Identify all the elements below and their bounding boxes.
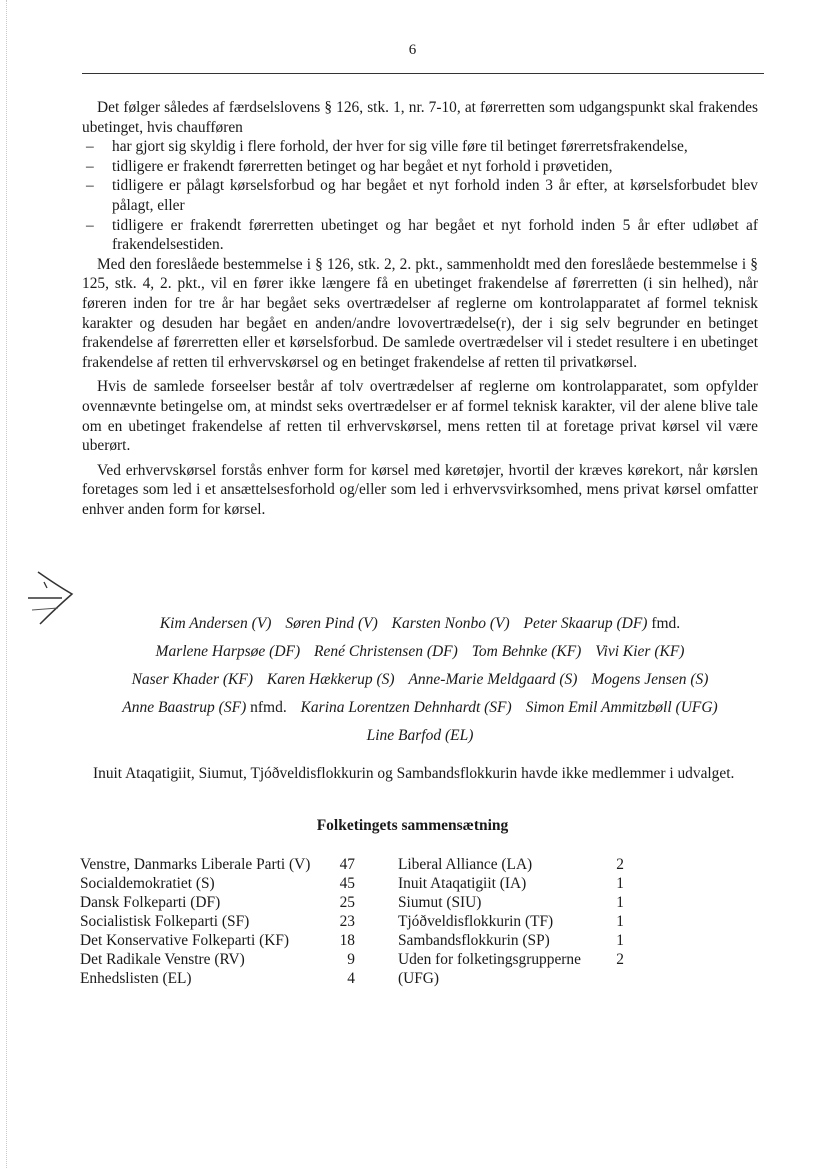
party-name: Enhedslisten (EL) [80, 970, 192, 987]
party-seats: 45 [339, 875, 355, 892]
party-seats: 1 [616, 932, 624, 949]
party-row [398, 874, 624, 893]
party-row [398, 893, 624, 912]
party-name: Uden for folketingsgrupperne [398, 951, 581, 968]
party-seats [604, 969, 624, 988]
party-name: Inuit Ataqatigiit (IA) [398, 875, 527, 892]
party-seats: 1 [616, 894, 624, 911]
header-rule [82, 73, 764, 74]
list-item [82, 157, 758, 177]
signature: Karen Hækkerup (S) [266, 671, 395, 688]
party-name: Dansk Folkeparti (DF) [80, 894, 221, 911]
party-row [80, 931, 355, 950]
signature-vice-chair [122, 699, 286, 716]
party-seats: 4 [347, 970, 355, 987]
list-item-text: tidligere er frakendt førerretten betinget og har begået et nyt forhold i prøvetiden, [112, 157, 613, 175]
party-seats: 23 [339, 913, 355, 930]
party-seats: 18 [339, 932, 355, 949]
list-item [82, 137, 758, 157]
party-name: Socialdemokratiet (S) [80, 875, 215, 892]
list-item-text: har gjort sig skyldig i flere forhold, der hver for sig ville føre til betinget førerretsfrakendelse, [112, 138, 688, 156]
page-number: 6 [408, 42, 417, 58]
party-name: Det Radikale Venstre (RV) [80, 951, 245, 968]
party-row [80, 912, 355, 931]
signature: Mogens Jensen (S) [591, 671, 709, 688]
dash-bullet: – [86, 216, 94, 234]
dash-bullet: – [86, 138, 94, 156]
paragraph-3: Hvis de samlede forseelser består af tolv overtrædelser af reglerne om kontrolapparatet, som opfylder ovennævnte betingelse om, at mindst seks overtrædelser er af formel teknisk karakter, vil der alene blive tale om en ubetinget frakendelse af retten til erhvervskørsel, mens retten til at foretage privat kørsel vil være uberørt. [82, 378, 758, 455]
party-row [80, 950, 355, 969]
signature-name: Anne Baastrup (SF) [122, 699, 247, 716]
signature-line [82, 694, 758, 722]
vice-chair-role: nfmd. [250, 699, 287, 716]
party-name: Det Konservative Folkeparti (KF) [80, 932, 290, 949]
signature-line [82, 638, 758, 666]
party-row [398, 969, 624, 988]
paragraph-4: Ved erhvervskørsel forstås enhver form for kørsel med køretøjer, hvortil der kræves kørekort, når kørslen foretages som led i et ansættelsesforhold og/eller som led i erhvervsvirksomhed, mens privat kørsel omfatter enhver anden form for kørsel. [82, 461, 758, 518]
conditions-list [82, 137, 758, 255]
signature: René Christensen (DF) [314, 643, 458, 660]
intro-paragraph: Det følger således af færdselslovens § 126, stk. 1, nr. 7-10, at førerretten som udgangspunkt skal frakendes ubetinget, hvis chaufføren [82, 99, 758, 136]
signature: Vivi Kier (KF) [595, 643, 685, 660]
signature: Karina Lorentzen Dehnhardt (SF) [300, 699, 512, 716]
party-row [80, 855, 355, 874]
party-seats: 25 [339, 894, 355, 911]
party-name: Socialistisk Folkeparti (SF) [80, 913, 250, 930]
list-item [82, 176, 758, 215]
party-table-left [80, 855, 355, 988]
list-item [82, 216, 758, 255]
list-item-text: tidligere er pålagt kørselsforbud og har begået et nyt forhold inden 3 år efter, at kørselsforbudet blev pålagt, eller [112, 177, 758, 214]
party-seats: 2 [616, 951, 624, 968]
signature-line [82, 610, 758, 638]
party-row [80, 874, 355, 893]
signature: Line Barfod (EL) [366, 727, 474, 744]
body-text [82, 98, 758, 519]
signature-line [82, 722, 758, 750]
signature: Tom Behnke (KF) [471, 643, 582, 660]
party-row [398, 950, 624, 969]
party-row [398, 912, 624, 931]
party-seats: 9 [347, 951, 355, 968]
signature-name: Peter Skaarup (DF) [523, 615, 648, 632]
party-seats: 1 [616, 875, 624, 892]
note-text: Inuit Ataqatigiit, Siumut, Tjóðveldisflokkurin og Sambandsflokkurin havde ikke medlemmer i udvalget. [93, 765, 735, 782]
signature: Søren Pind (V) [285, 615, 378, 632]
party-row [80, 893, 355, 912]
party-name: Sambandsflokkurin (SP) [398, 932, 550, 949]
signature: Simon Emil Ammitzbøll (UFG) [525, 699, 718, 716]
signature: Marlene Harpsøe (DF) [155, 643, 301, 660]
party-seats: 2 [616, 856, 624, 873]
party-seats: 47 [339, 856, 355, 873]
page-edge-line [6, 0, 7, 1168]
party-name: Liberal Alliance (LA) [398, 856, 533, 873]
membership-note [82, 764, 758, 784]
handwritten-arrow-mark [20, 568, 90, 628]
party-seats: 1 [616, 913, 624, 930]
party-row [398, 855, 624, 874]
chair-role: fmd. [651, 615, 681, 632]
party-name: Siumut (SIU) [398, 894, 482, 911]
signature-line [82, 666, 758, 694]
party-row [398, 931, 624, 950]
signature: Kim Andersen (V) [159, 615, 272, 632]
dash-bullet: – [86, 157, 94, 175]
signature: Karsten Nonbo (V) [391, 615, 510, 632]
party-name: Venstre, Danmarks Liberale Parti (V) [80, 856, 311, 873]
signature: Naser Khader (KF) [131, 671, 253, 688]
party-name: (UFG) [398, 970, 440, 987]
signature: Anne-Marie Meldgaard (S) [408, 671, 578, 688]
party-table-right [398, 855, 624, 988]
paragraph-2: Med den foreslåede bestemmelse i § 126, stk. 2, 2. pkt., sammenholdt med den foreslåede bestemmelse i § 125, stk. 4, 2. pkt., vil en fører ikke længere få en ubetinget frakendelse af førerretten (i sin helhed), når føreren inden for tre år har begået seks overtrædelser af reglerne om kontrolapparatet af formel teknisk karakter og desuden har begået en anden/andre lovovertrædelse(r), der i sig selv begrunder en betinget frakendelse af førerretten eller et kørselsforbud. De samlede overtrædelser vil i stedet resultere i en ubetinget frakendelse af retten til erhvervskørsel og en betinget frakendelse af retten til privatkørsel. [82, 255, 758, 371]
composition-title: Folketingets sammensætning [316, 817, 509, 834]
list-item-text: tidligere er frakendt førerretten ubetinget og har begået et nyt forhold inden 5 år efter udløbet af frakendelsestiden. [112, 216, 758, 254]
committee-signatures [82, 610, 758, 750]
dash-bullet: – [86, 177, 94, 195]
party-row [80, 969, 355, 988]
party-name: Tjóðveldisflokkurin (TF) [398, 913, 554, 930]
signature-chair [523, 615, 680, 632]
